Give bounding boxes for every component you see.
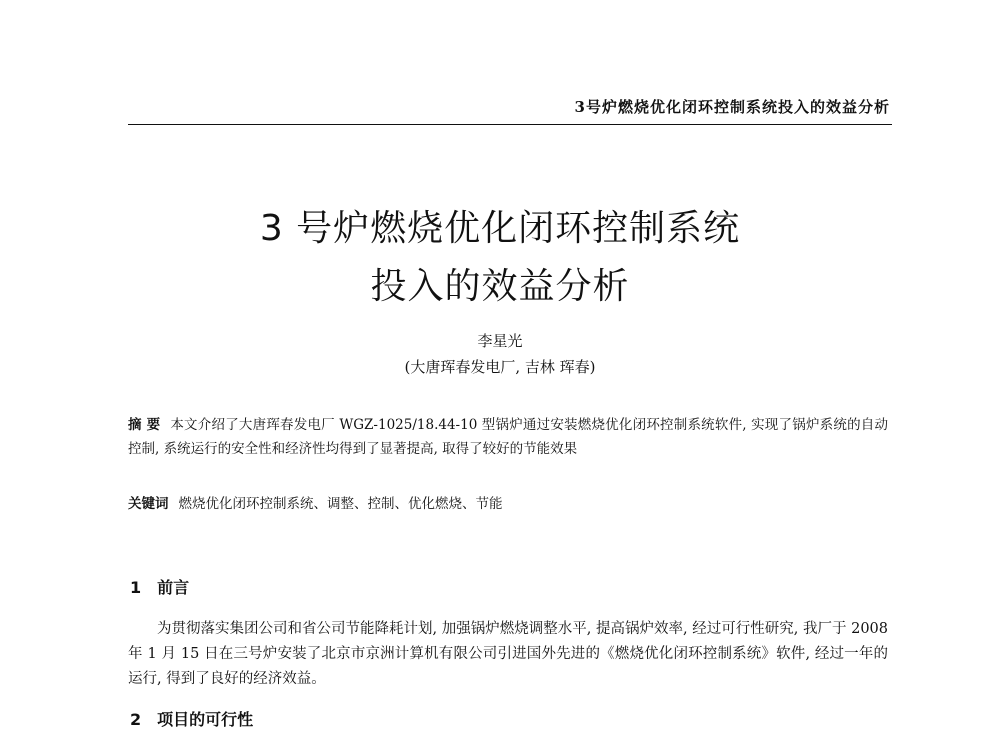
section-title: 前言 xyxy=(157,578,190,597)
section-title: 项目的可行性 xyxy=(157,710,254,729)
section-number: 1 xyxy=(130,578,142,597)
section-heading-2 xyxy=(130,707,253,730)
abstract xyxy=(128,413,888,461)
keywords-text: 燃烧优化闭环控制系统、调整、控制、优化燃烧、节能 xyxy=(178,496,503,512)
abstract-text: 本文介绍了大唐珲春发电厂 WGZ-1025/18.44-10 型锅炉通过安装燃烧优化闭环控制系统软件, 实现了锅炉系统的自动控制, 系统运行的安全性和经济性均得到了显著提高, 取得了较好的节能效果 xyxy=(128,417,889,457)
keywords xyxy=(128,493,888,515)
section-number: 2 xyxy=(130,710,142,729)
header-rule xyxy=(128,124,892,125)
paper-title xyxy=(0,200,1000,316)
section-heading-1 xyxy=(130,575,189,598)
author: 李星光 xyxy=(477,332,523,350)
abstract-label: 摘 要 xyxy=(128,417,161,433)
affiliation: (大唐珲春发电厂, 吉林 珲春) xyxy=(404,358,596,376)
title-line-2: 投入的效益分析 xyxy=(370,266,630,307)
keywords-label: 关键词 xyxy=(128,496,169,512)
running-header: 3号炉燃烧优化闭环控制系统投入的效益分析 xyxy=(574,98,890,116)
title-line-1: 3 号炉燃烧优化闭环控制系统 xyxy=(259,208,741,249)
body-paragraph: 为贯彻落实集团公司和省公司节能降耗计划, 加强锅炉燃烧调整水平, 提高锅炉效率, 经过可行性研究, 我厂于 2008 年 1 月 15 日在三号炉安装了北京市京洲计算机有限公司引进国外先进的《燃烧优化闭环控制系统》软件, 经过一年的运行, 得到了良好的经济效益。 xyxy=(128,621,888,687)
